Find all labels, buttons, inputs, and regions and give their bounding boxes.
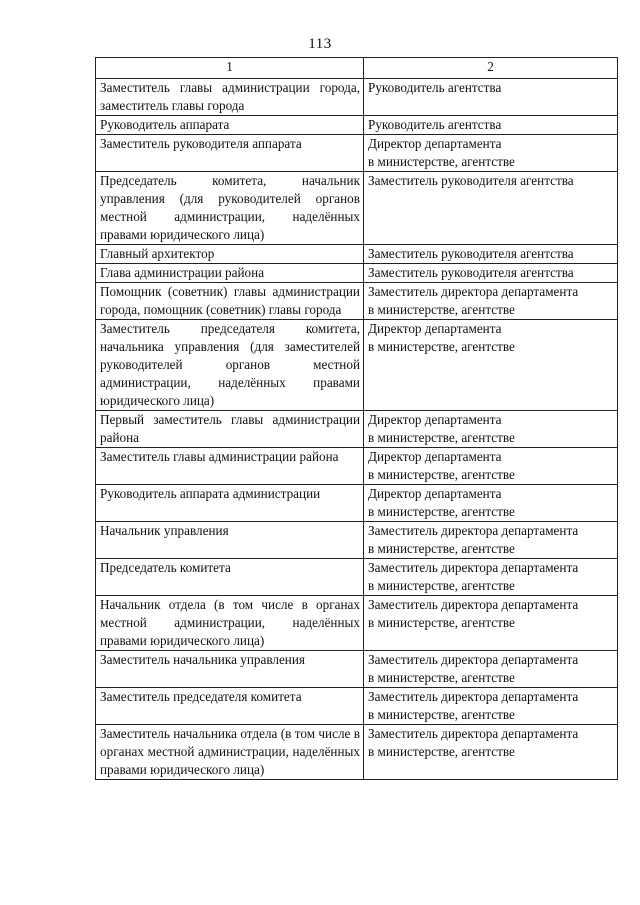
table-row	[96, 79, 618, 116]
corresponding-position-cell: Заместитель директора департамента в министерстве, агентстве	[364, 725, 618, 780]
corresponding-position-cell: Заместитель директора департамента в министерстве, агентстве	[364, 688, 618, 725]
table-row	[96, 172, 618, 245]
table-row	[96, 116, 618, 135]
municipal-position-cell: Заместитель главы администрации города, заместитель главы города	[96, 79, 364, 116]
municipal-position-cell: Помощник (советник) главы администрации города, помощник (советник) главы города	[96, 283, 364, 320]
corresponding-position-cell: Заместитель директора департамента в министерстве, агентстве	[364, 522, 618, 559]
municipal-position-cell: Первый заместитель главы администрации района	[96, 411, 364, 448]
table-body	[96, 79, 618, 780]
table-row	[96, 411, 618, 448]
municipal-position-cell: Заместитель начальника управления	[96, 651, 364, 688]
table-row	[96, 448, 618, 485]
table-row	[96, 320, 618, 411]
position-correspondence-table	[95, 57, 618, 780]
table-row	[96, 264, 618, 283]
municipal-position-cell: Заместитель главы администрации района	[96, 448, 364, 485]
corresponding-position-cell: Заместитель руководителя агентства	[364, 264, 618, 283]
corresponding-position-cell: Заместитель директора департамента в министерстве, агентстве	[364, 283, 618, 320]
table-header-row	[96, 58, 618, 79]
table-row	[96, 559, 618, 596]
corresponding-position-cell: Заместитель директора департамента в министерстве, агентстве	[364, 596, 618, 651]
municipal-position-cell: Заместитель председателя комитета	[96, 688, 364, 725]
table-row	[96, 283, 618, 320]
municipal-position-cell: Заместитель начальника отдела (в том числе в органах местной администрации, наделённых правами юридического лица)	[96, 725, 364, 780]
corresponding-position-cell: Директор департамента в министерстве, агентстве	[364, 485, 618, 522]
table-row	[96, 245, 618, 264]
corresponding-position-cell: Заместитель руководителя агентства	[364, 245, 618, 264]
corresponding-position-cell: Руководитель агентства	[364, 79, 618, 116]
corresponding-position-cell: Директор департамента в министерстве, агентстве	[364, 135, 618, 172]
table-row	[96, 725, 618, 780]
page-number: 113	[308, 36, 332, 52]
municipal-position-cell: Руководитель аппарата	[96, 116, 364, 135]
municipal-position-cell: Председатель комитета, начальник управления (для руководителей органов местной администрации, наделённых правами юридического лица)	[96, 172, 364, 245]
municipal-position-cell: Главный архитектор	[96, 245, 364, 264]
municipal-position-cell: Заместитель руководителя аппарата	[96, 135, 364, 172]
corresponding-position-cell: Заместитель руководителя агентства	[364, 172, 618, 245]
column-header-1: 1	[96, 58, 364, 79]
corresponding-position-cell: Заместитель директора департамента в министерстве, агентстве	[364, 559, 618, 596]
municipal-position-cell: Начальник отдела (в том числе в органах местной администрации, наделённых правами юридического лица)	[96, 596, 364, 651]
table-row	[96, 651, 618, 688]
table-row	[96, 688, 618, 725]
corresponding-position-cell: Заместитель директора департамента в министерстве, агентстве	[364, 651, 618, 688]
column-header-2: 2	[364, 58, 618, 79]
municipal-position-cell: Руководитель аппарата администрации	[96, 485, 364, 522]
municipal-position-cell: Начальник управления	[96, 522, 364, 559]
corresponding-position-cell: Директор департамента в министерстве, агентстве	[364, 411, 618, 448]
table-row	[96, 596, 618, 651]
corresponding-position-cell: Директор департамента в министерстве, агентстве	[364, 448, 618, 485]
table-row	[96, 135, 618, 172]
municipal-position-cell: Председатель комитета	[96, 559, 364, 596]
table-row	[96, 522, 618, 559]
municipal-position-cell: Заместитель председателя комитета, начальника управления (для заместителей руководителей органов местной администрации, наделённых правами юридического лица)	[96, 320, 364, 411]
corresponding-position-cell: Руководитель агентства	[364, 116, 618, 135]
corresponding-position-cell: Директор департамента в министерстве, агентстве	[364, 320, 618, 411]
municipal-position-cell: Глава администрации района	[96, 264, 364, 283]
table-row	[96, 485, 618, 522]
